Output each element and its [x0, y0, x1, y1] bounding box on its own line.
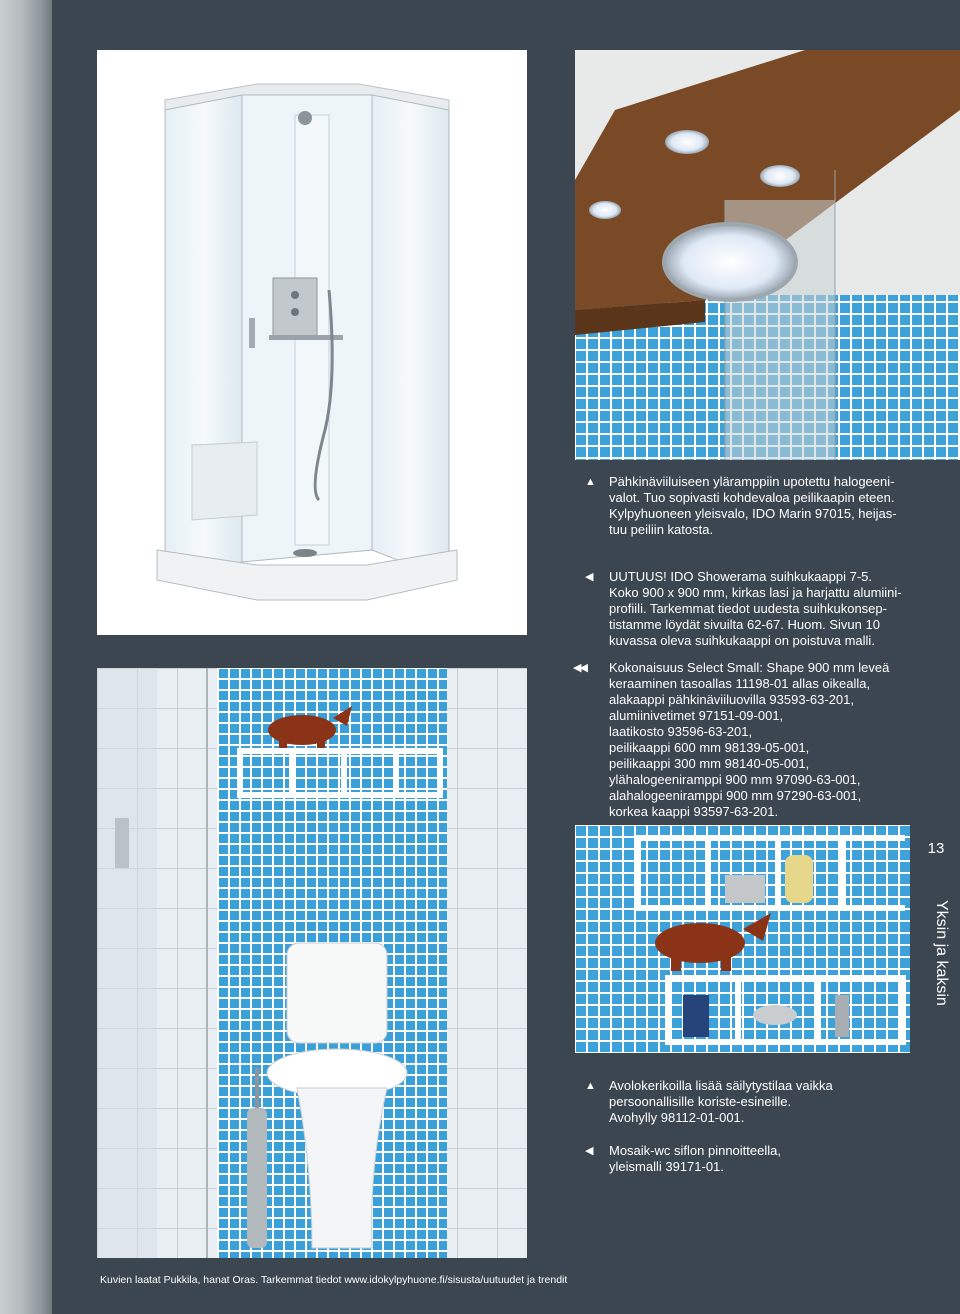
caption-line: Pähkinäviiluiseen yläramppiin upotettu halogeeni- — [609, 474, 895, 489]
open-shelf-photo — [575, 825, 910, 1053]
caption-line: yleismalli 39171-01. — [609, 1159, 724, 1174]
caption-left-arrow-icon: ◀ — [585, 1145, 592, 1157]
mosaic-caption — [585, 1143, 909, 1175]
caption-line: Kokonaisuus Select Small: Shape 900 mm leveä — [609, 660, 890, 675]
caption-line: Avolokerikoilla lisää säilytystilaa vaikka — [609, 1078, 833, 1093]
caption-line: peilikaappi 300 mm 98140-05-001, — [609, 756, 810, 771]
wc-caption — [573, 660, 919, 820]
caption-line: Kylpyhuoneen yleisvalo, IDO Marin 97015, heijas- — [609, 506, 897, 521]
caption-line: kuvassa oleva suihkukaappi on poistuva malli. — [609, 633, 875, 648]
mirror-caption — [585, 474, 909, 538]
caption-line: alumiinivetimet 97151-09-001, — [609, 708, 784, 723]
caption-line: alahalogeeniramppi 900 mm 97290-63-001, — [609, 788, 862, 803]
caption-line: valot. Tuo sopivasti kohdevaloa peilikaapin eteen. — [609, 490, 895, 505]
caption-line: peilikaappi 600 mm 98139-05-001, — [609, 740, 810, 755]
shower-caption — [585, 569, 909, 649]
section-title — [908, 900, 958, 1020]
caption-line: laatikosto 93596-63-201, — [609, 724, 753, 739]
caption-up-arrow-icon: ▲ — [585, 1080, 594, 1092]
caption-line: persoonallisille koriste-esineille. — [609, 1094, 792, 1109]
shelf-caption — [585, 1078, 909, 1126]
caption-line: korkea kaappi 93597-63-201. — [609, 804, 779, 819]
shower-cabin-photo — [97, 50, 527, 635]
caption-line: profiili. Tarkemmat tiedot uudesta suihkukonsep- — [609, 601, 887, 616]
caption-line: Mosaik-wc siflon pinnoitteella, — [609, 1143, 781, 1158]
caption-up-arrow-icon: ▲ — [585, 476, 594, 488]
wc-bathroom-photo — [97, 668, 527, 1258]
shower-cabin-illustration — [97, 50, 527, 635]
caption-line: UUTUUS! IDO Showerama suihkukaappi 7-5. — [609, 569, 872, 584]
caption-line: ylähalogeeniramppi 900 mm 97090-63-001, — [609, 772, 861, 787]
caption-line: alakaappi pähkinäviiluovilla 93593-63-201, — [609, 692, 855, 707]
left-edge-photo — [0, 0, 52, 1314]
caption-line: tuu peiliin katosta. — [609, 522, 714, 537]
mirror-cabinet-illustration — [575, 50, 960, 460]
wc-bathroom-illustration — [97, 668, 527, 1258]
caption-line: Koko 900 x 900 mm, kirkas lasi ja harjattu alumiini- — [609, 585, 902, 600]
caption-left-arrow-icon: ◀ — [585, 571, 592, 583]
open-shelf-illustration — [575, 825, 910, 1053]
caption-line: tistamme löydät sivuilta 62-67. Huom. Sivun 10 — [609, 617, 880, 632]
mirror-cabinet-photo — [575, 50, 960, 460]
photo-credits: Kuvien laatat Pukkila, hanat Oras. Tarkemmat tiedot www.idokylpyhuone.fi/sisusta/uutuudet ja trendit — [100, 1274, 568, 1286]
caption-line: keraaminen tasoallas 11198-01 allas oikealla, — [609, 676, 871, 691]
caption-line: Avohylly 98112-01-001. — [609, 1110, 745, 1125]
page-number: 13 — [927, 840, 945, 857]
section-title-text: Yksin ja kaksin — [933, 900, 950, 1006]
caption-double-left-arrow-icon: ◀◀ — [573, 662, 586, 674]
